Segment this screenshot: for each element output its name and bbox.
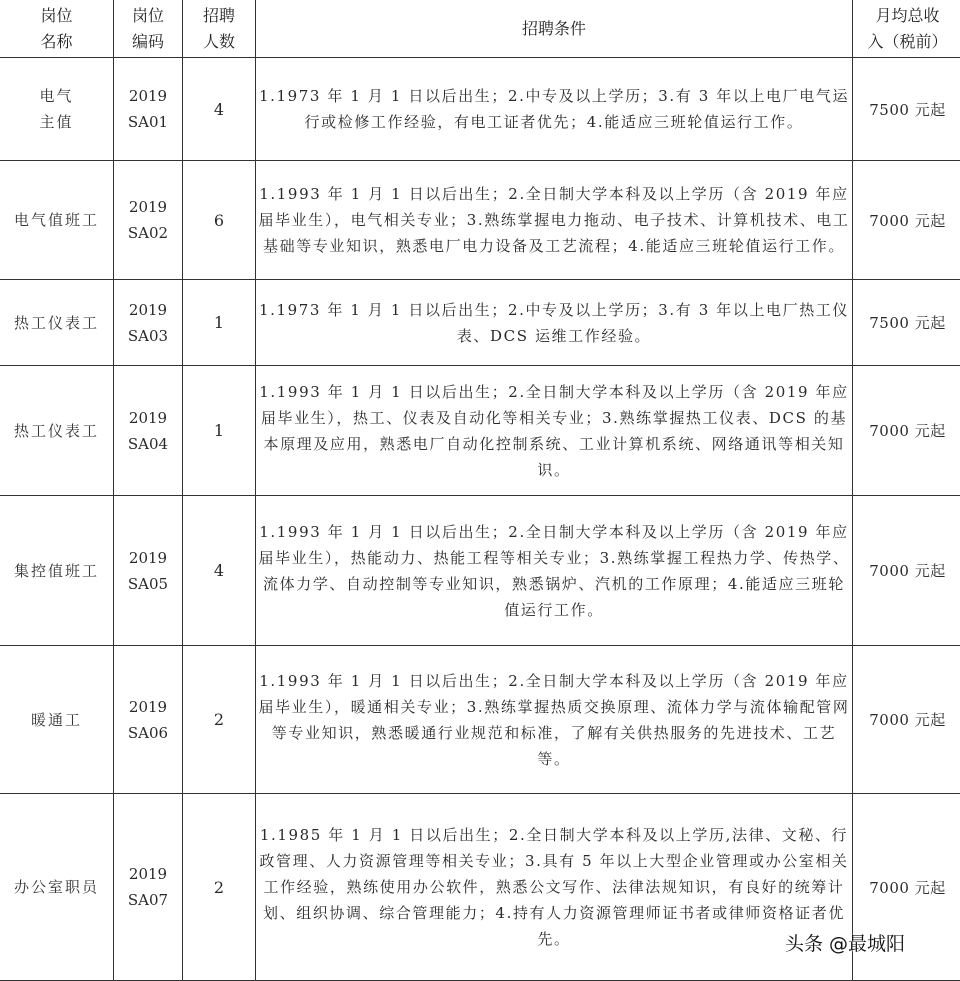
requirements: 1.1993 年 1 月 1 日以后出生；2.全日制大学本科及以上学历（含 2019 年应届毕业生），电气相关专业；3.熟练掌握电力拖动、电子技术、计算机技术、电工基础等专业知识，熟悉电厂电力设备及工艺流程；4.能适应三班轮值运行工作。 [256,161,853,280]
headcount: 2 [183,646,256,794]
header-headcount: 招聘 人数 [183,0,256,58]
table-row [0,161,960,280]
salary: 7000 元起 [853,161,960,280]
position-name: 电气 主值 [0,58,114,161]
position-name: 热工仪表工 [0,366,114,496]
requirements: 1.1985 年 1 月 1 日以后出生；2.全日制大学本科及以上学历,法律、文秘、行政管理、人力资源管理等相关专业；3.具有 5 年以上大型企业管理或办公室相关工作经验，熟练使用办公软件，熟悉公文写作、法律法规知识，有良好的统筹计划、组织协调、综合管理能力；4.持有人力资源管理师证书者或律师资格证者优先。 [256,794,853,981]
table-row [0,496,960,646]
salary: 7500 元起 [853,280,960,366]
position-name: 电气值班工 [0,161,114,280]
headcount: 4 [183,496,256,646]
requirements: 1.1993 年 1 月 1 日以后出生；2.全日制大学本科及以上学历（含 2019 年应届毕业生），暖通相关专业；3.熟练掌握热质交换原理、流体力学与流体输配管网等专业知识，熟悉暖通行业规范和标准，了解有关供热服务的先进技术、工艺等。 [256,646,853,794]
header-position-code: 岗位 编码 [114,0,183,58]
header-requirements: 招聘条件 [256,0,853,58]
headcount: 6 [183,161,256,280]
position-name: 暖通工 [0,646,114,794]
headcount: 1 [183,280,256,366]
position-code: 2019 SA06 [114,646,183,794]
header-salary: 月均总收 入（税前） [853,0,960,58]
salary: 7000 元起 [853,366,960,496]
position-code: 2019 SA02 [114,161,183,280]
requirements: 1.1993 年 1 月 1 日以后出生；2.全日制大学本科及以上学历（含 2019 年应届毕业生），热能动力、热能工程等相关专业；3.熟练掌握工程热力学、传热学、流体力学、自动控制等专业知识，熟悉锅炉、汽机的工作原理；4.能适应三班轮值运行工作。 [256,496,853,646]
position-code: 2019 SA05 [114,496,183,646]
table-row [0,646,960,794]
salary: 7000 元起 [853,646,960,794]
headcount: 4 [183,58,256,161]
table-row [0,366,960,496]
salary: 7000 元起 [853,496,960,646]
position-name: 办公室职员 [0,794,114,981]
header-position-name: 岗位 名称 [0,0,114,58]
table-row [0,58,960,161]
requirements: 1.1993 年 1 月 1 日以后出生；2.全日制大学本科及以上学历（含 2019 年应届毕业生），热工、仪表及自动化等相关专业；3.熟练掌握热工仪表、DCS 的基本原理及应用，熟悉电厂自动化控制系统、工业计算机系统、网络通讯等相关知识。 [256,366,853,496]
position-name: 热工仪表工 [0,280,114,366]
headcount: 2 [183,794,256,981]
position-name: 集控值班工 [0,496,114,646]
salary: 7500 元起 [853,58,960,161]
position-code: 2019 SA01 [114,58,183,161]
requirements: 1.1973 年 1 月 1 日以后出生；2.中专及以上学历；3.有 3 年以上电厂热工仪表、DCS 运维工作经验。 [256,280,853,366]
watermark: 头条 @最城阳 [785,929,905,956]
requirements: 1.1973 年 1 月 1 日以后出生；2.中专及以上学历；3.有 3 年以上电厂电气运行或检修工作经验，有电工证者优先；4.能适应三班轮值运行工作。 [256,58,853,161]
position-code: 2019 SA07 [114,794,183,981]
position-code: 2019 SA04 [114,366,183,496]
position-code: 2019 SA03 [114,280,183,366]
salary: 7000 元起 [853,794,960,981]
table-row [0,280,960,366]
headcount: 1 [183,366,256,496]
header-row [0,0,960,58]
